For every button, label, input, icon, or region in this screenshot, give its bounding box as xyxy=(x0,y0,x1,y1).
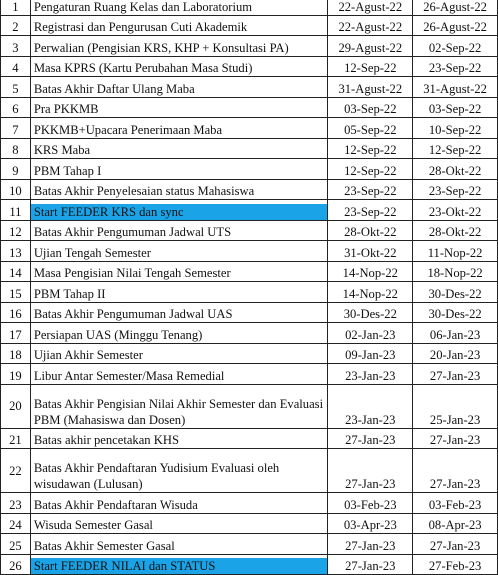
end-date-cell: 03-Feb-23 xyxy=(413,493,498,514)
table-row xyxy=(1,118,498,139)
table-row xyxy=(1,77,498,98)
start-date-cell: 14-Nop-22 xyxy=(328,261,413,282)
activity-cell: PBM Tahap II xyxy=(30,282,328,303)
start-date-cell: 29-Agust-22 xyxy=(328,36,413,57)
end-date-cell: 08-Apr-23 xyxy=(413,513,498,534)
activity-cell xyxy=(30,200,328,221)
end-date-cell: 30-Des-22 xyxy=(413,302,498,323)
row-number-cell: 18 xyxy=(1,343,31,364)
activity-cell xyxy=(30,554,328,575)
end-date-cell: 02-Sep-22 xyxy=(413,36,498,57)
activity-cell: PKKMB+Upacara Penerimaan Maba xyxy=(30,118,328,139)
start-date-cell: 22-Agust-22 xyxy=(328,15,413,36)
table-row xyxy=(1,56,498,77)
table-row xyxy=(1,282,498,303)
start-date-cell: 14-Nop-22 xyxy=(328,282,413,303)
row-number-cell: 5 xyxy=(1,77,31,98)
start-date-cell: 31-Agust-22 xyxy=(328,77,413,98)
end-date-cell: 25-Jan-23 xyxy=(413,384,498,428)
start-date-cell: 27-Jan-23 xyxy=(328,428,413,449)
row-number-cell: 26 xyxy=(1,554,31,575)
table-row xyxy=(1,449,498,493)
start-date-cell: 22-Agust-22 xyxy=(328,0,413,15)
end-date-cell: 12-Sep-22 xyxy=(413,138,498,159)
row-number-cell: 4 xyxy=(1,56,31,77)
table-row xyxy=(1,36,498,57)
row-number-cell: 23 xyxy=(1,493,31,514)
activity-cell: Ujian Akhir Semester xyxy=(30,343,328,364)
row-number-cell: 19 xyxy=(1,364,31,385)
row-number-cell: 17 xyxy=(1,323,31,344)
start-date-cell: 23-Sep-22 xyxy=(328,200,413,221)
row-number-cell: 3 xyxy=(1,36,31,57)
activity-cell: Batas Akhir Daftar Ulang Maba xyxy=(30,77,328,98)
highlighted-activity-label: Start FEEDER KRS dan sync xyxy=(31,204,328,220)
activity-cell: Wisuda Semester Gasal xyxy=(30,513,328,534)
row-number-cell: 13 xyxy=(1,241,31,262)
activity-cell: Persiapan UAS (Minggu Tenang) xyxy=(30,323,328,344)
start-date-cell: 03-Feb-23 xyxy=(328,493,413,514)
activity-cell: Perwalian (Pengisian KRS, KHP + Konsultasi PA) xyxy=(30,36,328,57)
row-number-cell: 9 xyxy=(1,159,31,180)
activity-cell: Masa Pengisian Nilai Tengah Semester xyxy=(30,261,328,282)
activity-cell: PBM Tahap I xyxy=(30,159,328,180)
row-number-cell: 1 xyxy=(1,0,31,15)
table-body xyxy=(1,0,498,575)
row-number-cell: 12 xyxy=(1,220,31,241)
end-date-cell: 28-Okt-22 xyxy=(413,220,498,241)
highlighted-activity-label: Start FEEDER NILAI dan STATUS xyxy=(31,558,328,574)
end-date-cell: 11-Nop-22 xyxy=(413,241,498,262)
table-row xyxy=(1,343,498,364)
activity-cell: Batas Akhir Penyelesaian status Mahasiswa xyxy=(30,179,328,200)
table-row xyxy=(1,241,498,262)
end-date-cell: 27-Jan-23 xyxy=(413,364,498,385)
end-date-cell: 26-Agust-22 xyxy=(413,15,498,36)
end-date-cell: 18-Nop-22 xyxy=(413,261,498,282)
table-row xyxy=(1,384,498,428)
table-row xyxy=(1,513,498,534)
table-row xyxy=(1,138,498,159)
start-date-cell: 27-Jan-23 xyxy=(328,534,413,555)
table-row xyxy=(1,179,498,200)
row-number-cell: 11 xyxy=(1,200,31,221)
end-date-cell: 06-Jan-23 xyxy=(413,323,498,344)
start-date-cell: 28-Okt-22 xyxy=(328,220,413,241)
row-number-cell: 14 xyxy=(1,261,31,282)
start-date-cell: 05-Sep-22 xyxy=(328,118,413,139)
table-row xyxy=(1,261,498,282)
start-date-cell: 12-Sep-22 xyxy=(328,56,413,77)
activity-cell: Batas Akhir Pendaftaran Yudisium Evaluasi oleh wisudawan (Lulusan) xyxy=(30,449,328,493)
table-row xyxy=(1,493,498,514)
activity-cell: Batas Akhir Pengumuman Jadwal UTS xyxy=(30,220,328,241)
start-date-cell: 27-Jan-23 xyxy=(328,554,413,575)
end-date-cell: 23-Sep-22 xyxy=(413,56,498,77)
end-date-cell: 03-Sep-22 xyxy=(413,97,498,118)
activity-cell: Ujian Tengah Semester xyxy=(30,241,328,262)
start-date-cell: 27-Jan-23 xyxy=(328,449,413,493)
end-date-cell: 31-Agust-22 xyxy=(413,77,498,98)
activity-cell: Batas akhir pencetakan KHS xyxy=(30,428,328,449)
start-date-cell: 03-Apr-23 xyxy=(328,513,413,534)
table-row xyxy=(1,302,498,323)
start-date-cell: 02-Jan-23 xyxy=(328,323,413,344)
row-number-cell: 8 xyxy=(1,138,31,159)
end-date-cell: 28-Okt-22 xyxy=(413,159,498,180)
table-row xyxy=(1,364,498,385)
row-number-cell: 25 xyxy=(1,534,31,555)
row-number-cell: 2 xyxy=(1,15,31,36)
end-date-cell: 27-Jan-23 xyxy=(413,428,498,449)
row-number-cell: 24 xyxy=(1,513,31,534)
start-date-cell: 31-Okt-22 xyxy=(328,241,413,262)
table-row xyxy=(1,428,498,449)
end-date-cell: 20-Jan-23 xyxy=(413,343,498,364)
end-date-cell: 23-Sep-22 xyxy=(413,179,498,200)
start-date-cell: 23-Jan-23 xyxy=(328,384,413,428)
start-date-cell: 23-Jan-23 xyxy=(328,364,413,385)
activity-cell: Pra PKKMB xyxy=(30,97,328,118)
table-row xyxy=(1,15,498,36)
activity-cell: Batas Akhir Semester Gasal xyxy=(30,534,328,555)
activity-cell: KRS Maba xyxy=(30,138,328,159)
start-date-cell: 09-Jan-23 xyxy=(328,343,413,364)
activity-cell: Batas Akhir Pendaftaran Wisuda xyxy=(30,493,328,514)
start-date-cell: 03-Sep-22 xyxy=(328,97,413,118)
row-number-cell: 16 xyxy=(1,302,31,323)
start-date-cell: 23-Sep-22 xyxy=(328,179,413,200)
activity-cell: Pengaturan Ruang Kelas dan Laboratorium xyxy=(30,0,328,15)
row-number-cell: 10 xyxy=(1,179,31,200)
activity-cell: Masa KPRS (Kartu Perubahan Masa Studi) xyxy=(30,56,328,77)
row-number-cell: 21 xyxy=(1,428,31,449)
table-row xyxy=(1,159,498,180)
row-number-cell: 20 xyxy=(1,384,31,428)
start-date-cell: 12-Sep-22 xyxy=(328,159,413,180)
table-row xyxy=(1,0,498,15)
end-date-cell: 27-Jan-23 xyxy=(413,534,498,555)
end-date-cell: 27-Jan-23 xyxy=(413,449,498,493)
row-number-cell: 7 xyxy=(1,118,31,139)
end-date-cell: 30-Des-22 xyxy=(413,282,498,303)
table-row xyxy=(1,554,498,575)
end-date-cell: 27-Feb-23 xyxy=(413,554,498,575)
activity-cell: Batas Akhir Pengumuman Jadwal UAS xyxy=(30,302,328,323)
end-date-cell: 26-Agust-22 xyxy=(413,0,498,15)
start-date-cell: 30-Des-22 xyxy=(328,302,413,323)
row-number-cell: 6 xyxy=(1,97,31,118)
table-row xyxy=(1,323,498,344)
end-date-cell: 10-Sep-22 xyxy=(413,118,498,139)
activity-cell: Libur Antar Semester/Masa Remedial xyxy=(30,364,328,385)
activity-cell: Batas Akhir Pengisian Nilai Akhir Semester dan Evaluasi PBM (Mahasiswa dan Dosen) xyxy=(30,384,328,428)
row-number-cell: 22 xyxy=(1,449,31,493)
activity-cell: Registrasi dan Pengurusan Cuti Akademik xyxy=(30,15,328,36)
start-date-cell: 12-Sep-22 xyxy=(328,138,413,159)
table-row xyxy=(1,200,498,221)
table-row xyxy=(1,220,498,241)
end-date-cell: 23-Okt-22 xyxy=(413,200,498,221)
table-row xyxy=(1,97,498,118)
row-number-cell: 15 xyxy=(1,282,31,303)
